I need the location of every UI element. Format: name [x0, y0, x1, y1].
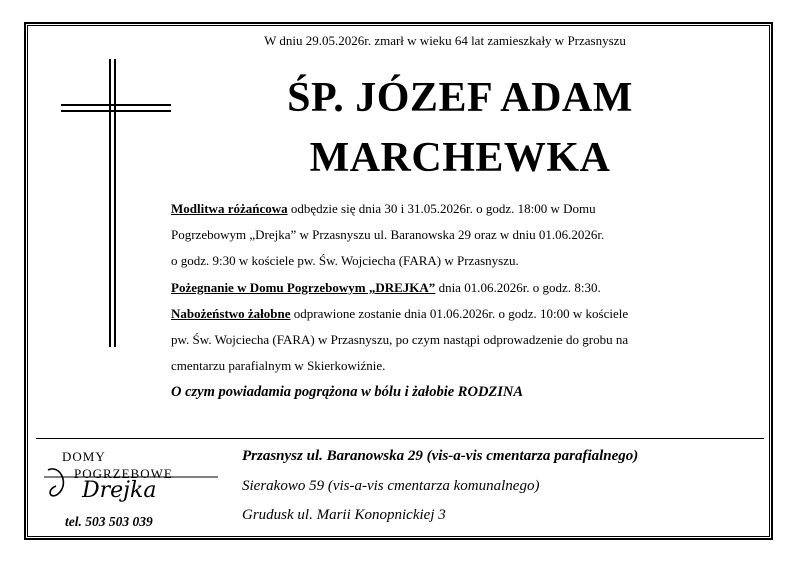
funeral-mass-paragraph: [171, 301, 628, 379]
intro-text: W dniu 29.05.2026r. zmarł w wieku 64 lat zamieszkały w Przasnyszu: [264, 33, 626, 48]
logo-text-line2: POGRZEBOWE: [74, 466, 173, 481]
funeral-mass-text-line1: odprawione zostanie dnia 01.06.2026r. o godz. 10:00 w kościele: [290, 306, 629, 321]
farewell-text: dnia 01.06.2026r. o godz. 8:30.: [435, 280, 601, 295]
cross-horizontal-line-2: [61, 110, 171, 112]
funeral-mass-label: Nabożeństwo żałobne: [171, 306, 291, 321]
footer-divider: [36, 438, 764, 439]
funeral-mass-text-line2: pw. Św. Wojciecha (FARA) w Przasnyszu, po czym nastąpi odprowadzenie do grobu na: [171, 332, 629, 347]
logo-text-line1: DOMY: [62, 449, 106, 464]
address-sierakowo: Sierakowo 59 (vis-a-vis cmentarza komunalnego): [242, 478, 540, 494]
rosary-text-line1: odbędzie się dnia 30 i 31.05.2026r. o godz. 18:00 w Domu: [287, 201, 596, 216]
cross-vertical-line-1: [109, 59, 111, 347]
funeral-mass-text-line3: cmentarzu parafialnym w Skierkowiźnie.: [171, 358, 386, 373]
deceased-name-line2: MARCHEWKA: [309, 135, 611, 181]
cross-vertical-line-2: [114, 59, 116, 347]
rosary-paragraph: [171, 196, 604, 274]
deceased-name-line1: ŚP. JÓZEF ADAM: [287, 75, 633, 121]
farewell-paragraph: [171, 275, 601, 301]
logo-script-text: Drejka: [82, 478, 157, 503]
farewell-label: Pożegnanie w Domu Pogrzebowym „DREJKA”: [171, 280, 436, 295]
rosary-label: Modlitwa różańcowa: [171, 201, 288, 216]
rosary-text-line2: Pogrzebowym „Drejka” w Przasnyszu ul. Baranowska 29 oraz w dniu 01.06.2026r.: [171, 227, 605, 242]
address-przasnysz: Przasnysz ul. Baranowska 29 (vis-a-vis cmentarza parafialnego): [242, 448, 639, 464]
address-grudusk: Grudusk ul. Marii Konopnickiej 3: [242, 507, 446, 523]
rosary-text-line3: o godz. 9:30 w kościele pw. Św. Wojciecha (FARA) w Przasnyszu.: [171, 253, 519, 268]
cross-horizontal-line-1: [61, 104, 171, 106]
phone-number: tel. 503 503 039: [65, 514, 153, 529]
closing-text: O czym powiadamia pogrążona w bólu i żałobie RODZINA: [171, 384, 524, 400]
